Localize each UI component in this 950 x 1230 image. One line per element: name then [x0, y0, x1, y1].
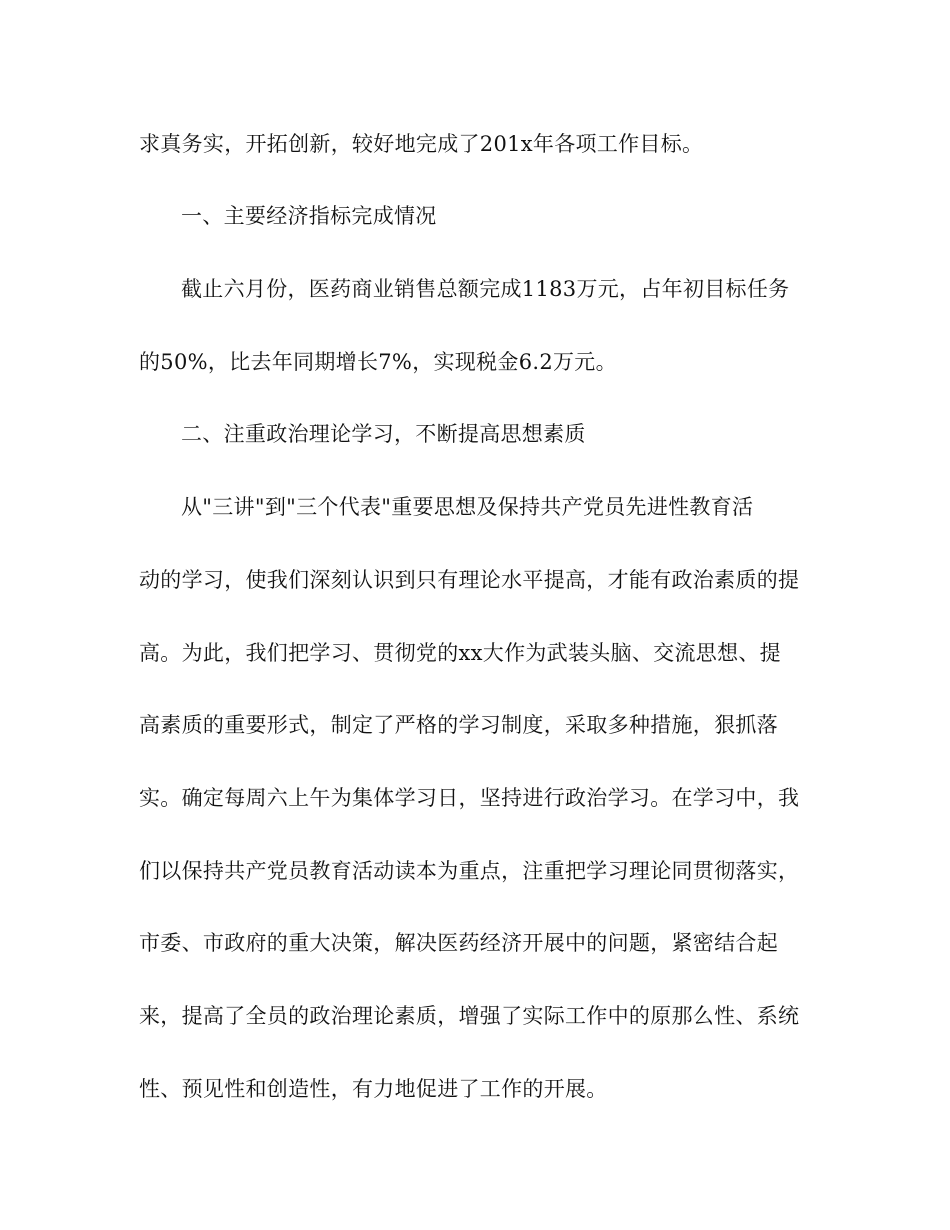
- paragraph-line: 截止六月份，医药商业销售总额完成1183万元，占年初目标任务: [181, 277, 790, 301]
- paragraph-line: 市委、市政府的重大决策，解决医药经济开展中的问题，紧密结合起: [139, 931, 778, 955]
- paragraph-line: 高。为此，我们把学习、贯彻党的xx大作为武装头脑、交流思想、提: [139, 641, 781, 665]
- section-heading-1: 一、主要经济指标完成情况: [181, 204, 437, 228]
- paragraph-continuation-line: 求真务实，开拓创新，较好地完成了201x年各项工作目标。: [139, 132, 704, 156]
- paragraph-line: 从"三讲"到"三个代表"重要思想及保持共产党员先进性教育活: [181, 495, 754, 519]
- paragraph-line: 动的学习，使我们深刻认识到只有理论水平提高，才能有政治素质的提: [139, 568, 800, 592]
- paragraph-line: 们以保持共产党员教育活动读本为重点，注重把学习理论同贯彻落实，: [139, 859, 800, 883]
- paragraph-line: 的50%，比去年同期增长7%，实现税金6.2万元。: [139, 350, 617, 374]
- paragraph-line: 高素质的重要形式，制定了严格的学习制度，采取多种措施，狠抓落: [139, 713, 778, 737]
- paragraph-line: 实。确定每周六上午为集体学习日，坚持进行政治学习。在学习中，我: [139, 786, 800, 810]
- section-heading-2: 二、注重政治理论学习，不断提高思想素质: [181, 422, 586, 446]
- paragraph-line: 性、预见性和创造性，有力地促进了工作的开展。: [139, 1077, 608, 1101]
- paragraph-line: 来，提高了全员的政治理论素质，增强了实际工作中的原那么性、系统: [139, 1004, 800, 1028]
